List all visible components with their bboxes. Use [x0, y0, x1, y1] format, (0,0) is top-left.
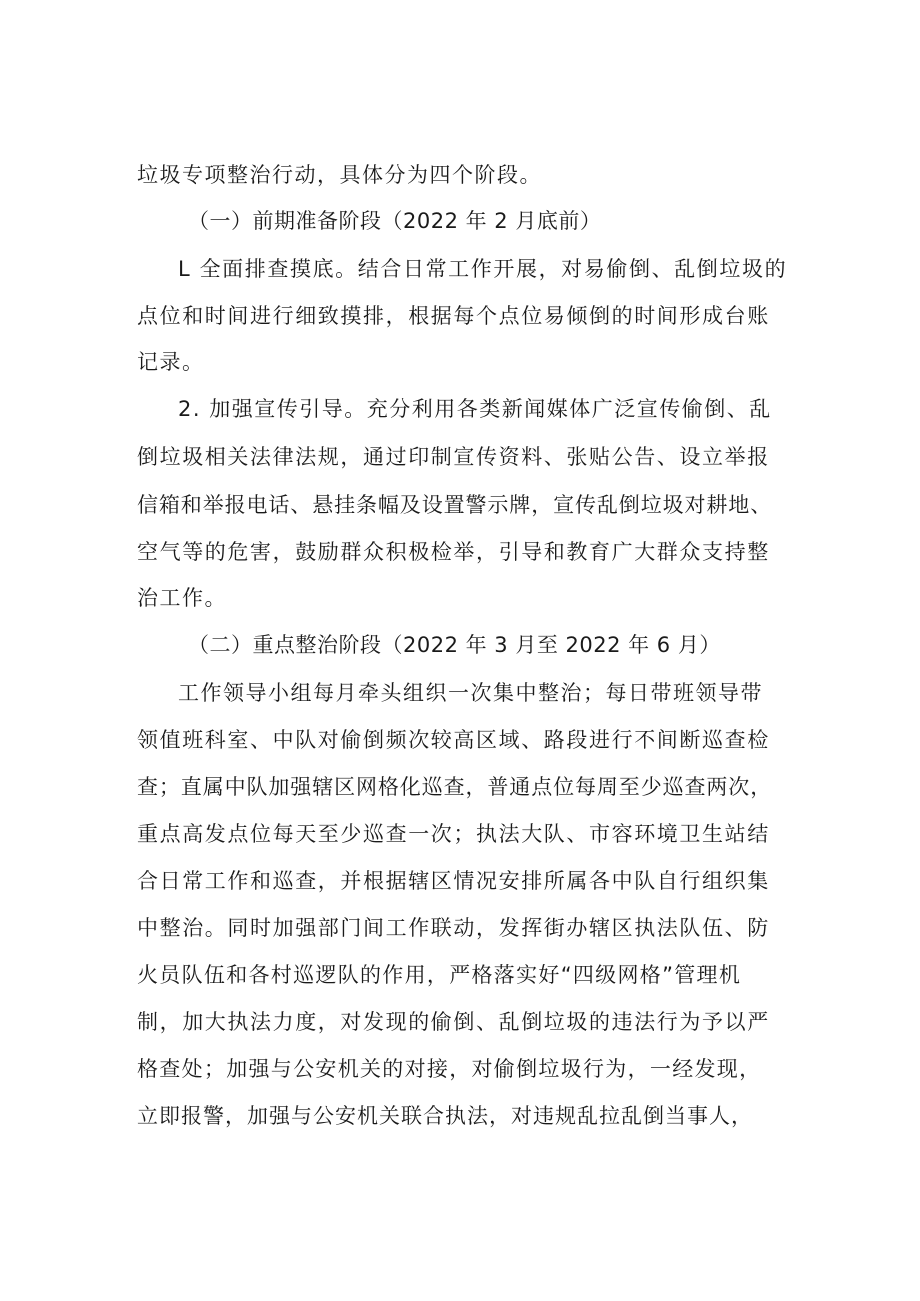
text-line: 合日常工作和巡查，并根据辖区情况安排所属各中队自行组织集 [137, 869, 770, 893]
text-line: 垃圾专项整治行动，具体分为四个阶段。 [137, 163, 542, 187]
text-line: 记录。 [137, 350, 205, 374]
text-line: 格查处；加强与公安机关的对接，对偷倒垃圾行为，一经发现， [137, 1057, 762, 1081]
text-line: 倒垃圾相关法律法规，通过印制宣传资料、张贴公告、设立举报 [137, 445, 770, 469]
text-line: 中整治。同时加强部门间工作联动，发挥街办辖区执法队伍、防 [137, 916, 770, 940]
text-line: 领值班科室、中队对偷倒频次较高区域、路段进行不间断巡查检 [137, 728, 770, 752]
section-heading: （二）重点整治阶段（2022 年 3 月至 2022 年 6 月） [188, 633, 721, 657]
text-line: 立即报警，加强与公安机关联合执法，对违规乱拉乱倒当事人， [137, 1104, 753, 1128]
text-line: 重点高发点位每天至少巡查一次；执法大队、市容环境卫生站结 [137, 822, 770, 846]
section-heading: （一）前期准备阶段（2022 年 2 月底前） [188, 209, 602, 233]
text-line: 制，加大执法力度，对发现的偷倒、乱倒垃圾的违法行为予以严 [137, 1010, 770, 1034]
text-line: 2. 加强宣传引导。充分利用各类新闻媒体广泛宣传偷倒、乱 [178, 397, 772, 421]
text-line: 火员队伍和各村巡逻队的作用，严格落实好“四级网格”管理机 [137, 963, 742, 987]
text-line: 治工作。 [137, 586, 227, 610]
text-line: 点位和时间进行细致摸排，根据每个点位易倾倒的时间形成台账 [137, 304, 770, 328]
text-line: L 全面排查摸底。结合日常工作开展，对易偷倒、乱倒垃圾的 [178, 257, 788, 281]
text-line: 查；直属中队加强辖区网格化巡查，普通点位每周至少巡查两次， [137, 775, 773, 799]
text-line: 工作领导小组每月牵头组织一次集中整治；每日带班领导带 [178, 681, 763, 705]
text-line: 信箱和举报电话、悬挂条幅及设置警示牌，宣传乱倒垃圾对耕地、 [137, 493, 773, 517]
text-line: 空气等的危害，鼓励群众积极检举，引导和教育广大群众支持整 [137, 540, 770, 564]
